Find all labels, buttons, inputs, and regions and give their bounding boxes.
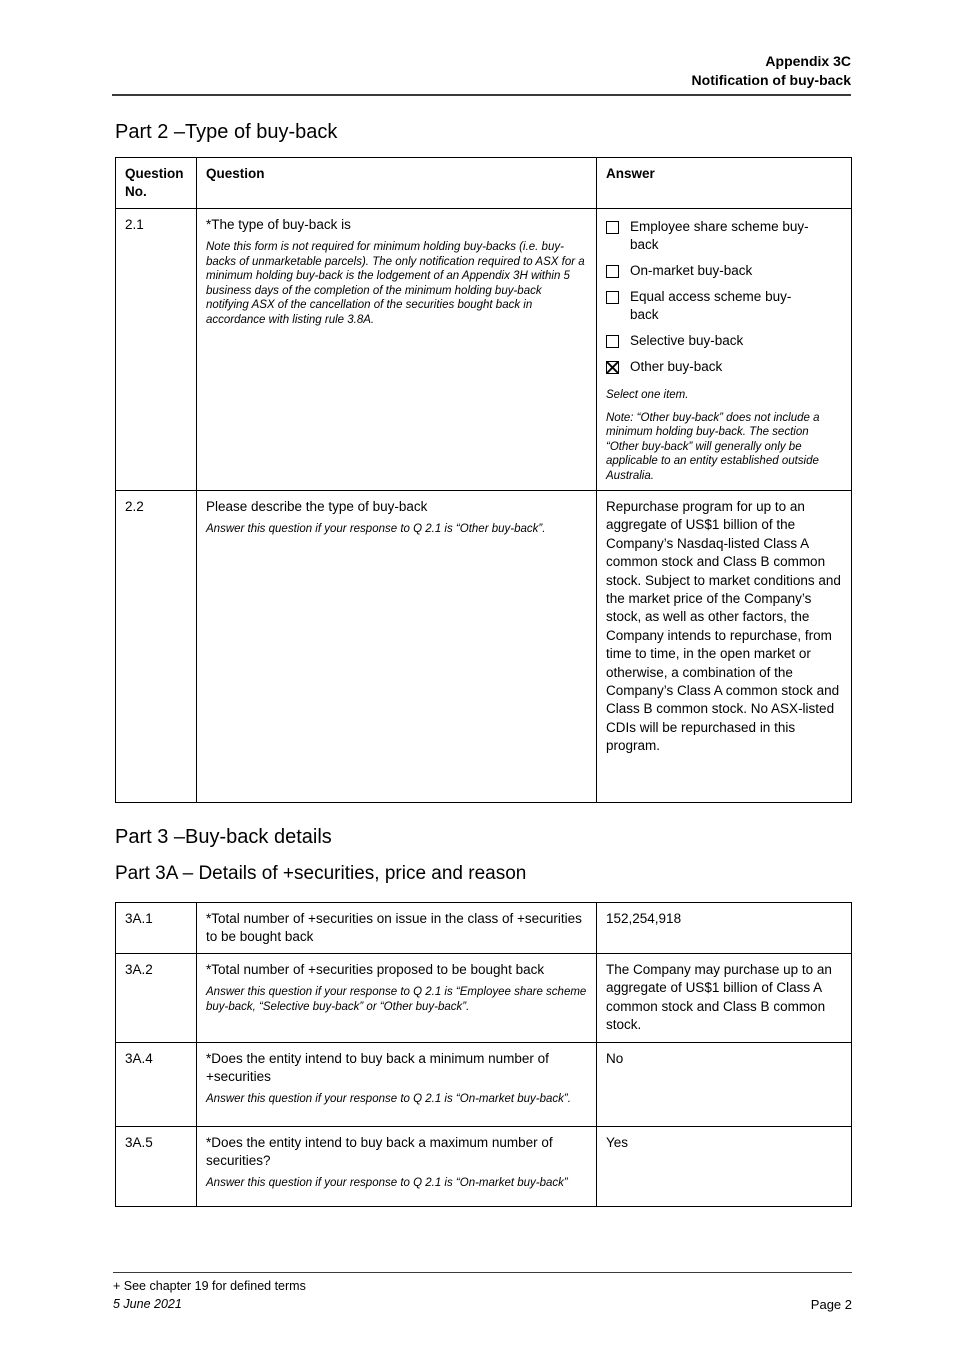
footer-date: 5 June 2021	[113, 1296, 182, 1311]
question-cell	[197, 954, 597, 1043]
answer-text: The Company may purchase up to an aggregate of US$1 billion of Class A common stock and Class B common stock.	[606, 962, 832, 1033]
answer-text: Repurchase program for up to an aggregate of US$1 billion of the Company’s Nasdaq-listed Class A common stock and Class B common stock. Subject to market conditions and the market price of the Company’s stock, as well as other factors, the Company intends to repurchase, from time to time, in the open market or otherwise, a combination of the Company’s Class A common stock and Class B common stock. No ASX-listed CDIs will be repurchased in this program.	[606, 499, 841, 754]
buyback-type-options	[606, 218, 842, 376]
question-cell	[197, 1126, 597, 1206]
question-note: Answer this question if your response to Q 2.1 is “On-market buy-back”	[206, 1176, 568, 1189]
part3a-heading: Part 3A – Details of +securities, price and reason	[115, 863, 527, 884]
question-text: *The type of buy-back is	[206, 217, 351, 232]
other-buyback-note: Note: “Other buy-back” does not include a minimum holding buy-back. The section “Other buy-back” will generally only be applicable to an entity established outside Australia.	[606, 411, 820, 482]
question-note: Answer this question if your response to Q 2.1 is “Employee share scheme buy-back, “Selective buy-back” or “Other buy-back”.	[206, 986, 587, 1013]
answer-cell	[597, 903, 852, 954]
question-note: Note this form is not required for minimum holding buy-backs (i.e. buy-backs of unmarketable parcels). The only notification required to ASX for a minimum holding buy-back is the lodgement of an Appendix 3H within 5 business days of the completion of the minimum holding buy-back notifying ASX of the cancellation of the securities bought back in accordance with listing rule 3.8A.	[206, 241, 585, 326]
select-one-item-note: Select one item.	[606, 389, 689, 401]
table-row	[116, 1126, 852, 1206]
table-row	[116, 954, 852, 1043]
table-row	[116, 491, 852, 803]
answer-cell	[597, 954, 852, 1043]
question-text: *Does the entity intend to buy back a maximum number of securities?	[206, 1134, 553, 1168]
question-number: 3A.2	[116, 954, 197, 1043]
part2-table	[115, 157, 852, 803]
checkbox-label: On-market buy-back	[630, 263, 753, 278]
form-name: Notification of buy-back	[691, 72, 851, 88]
question-cell	[197, 1042, 597, 1126]
answer-cell	[597, 209, 852, 491]
answer-text: Yes	[606, 1134, 629, 1150]
option-selective	[606, 332, 842, 350]
question-number: 3A.1	[116, 903, 197, 954]
table-row	[116, 903, 852, 954]
question-cell	[197, 903, 597, 954]
question-text: *Does the entity intend to buy back a minimum number of +securities	[206, 1050, 549, 1084]
checkbox-label: Selective buy-back	[630, 333, 744, 348]
document-header	[115, 52, 851, 90]
checkbox-icon	[606, 291, 619, 304]
part3-heading: Part 3 –Buy-back details	[115, 826, 332, 848]
question-note: Answer this question if your response to Q 2.1 is “Other buy-back”.	[206, 523, 546, 535]
question-text: *Total number of +securities proposed to be bought back	[206, 962, 545, 977]
question-number: 3A.4	[116, 1042, 197, 1126]
option-employee-share-scheme	[606, 218, 842, 254]
question-note: Answer this question if your response to Q 2.1 is “On-market buy-back”.	[206, 1092, 571, 1105]
option-equal-access-scheme	[606, 288, 842, 324]
question-number: 2.2	[116, 491, 197, 803]
checkbox-checked-icon	[606, 361, 619, 374]
question-cell	[197, 491, 597, 803]
answer-cell	[597, 1042, 852, 1126]
checkbox-label: Equal access scheme buy-back	[630, 289, 792, 322]
table-row	[116, 1042, 852, 1126]
question-number: 2.1	[116, 209, 197, 491]
page-footer	[113, 1272, 852, 1313]
column-header-question: Question	[197, 158, 597, 209]
defined-terms-note: + See chapter 19 for defined terms	[113, 1279, 306, 1293]
column-header-answer: Answer	[597, 158, 852, 209]
checkbox-icon	[606, 265, 619, 278]
answer-text: No	[606, 1050, 624, 1066]
question-text: *Total number of +securities on issue in the class of +securities to be bought back	[206, 911, 582, 944]
table-header-row	[116, 158, 852, 209]
question-cell	[197, 209, 597, 491]
answer-text: 152,254,918	[606, 911, 682, 926]
answer-cell	[597, 1126, 852, 1206]
column-header-question-no: Question No.	[116, 158, 197, 209]
part2-heading: Part 2 –Type of buy-back	[115, 121, 338, 143]
table-row	[116, 209, 852, 491]
option-on-market	[606, 262, 842, 280]
part3a-table	[115, 902, 852, 1207]
header-divider	[112, 94, 851, 96]
page-number: Page 2	[810, 1296, 852, 1312]
question-number: 3A.5	[116, 1126, 197, 1206]
checkbox-label: Employee share scheme buy-back	[630, 219, 809, 252]
appendix-title: Appendix 3C	[765, 53, 851, 69]
checkbox-icon	[606, 335, 619, 348]
option-other	[606, 358, 842, 376]
answer-cell	[597, 491, 852, 803]
checkbox-icon	[606, 221, 619, 234]
question-text: Please describe the type of buy-back	[206, 499, 428, 514]
checkbox-label: Other buy-back	[630, 359, 723, 374]
